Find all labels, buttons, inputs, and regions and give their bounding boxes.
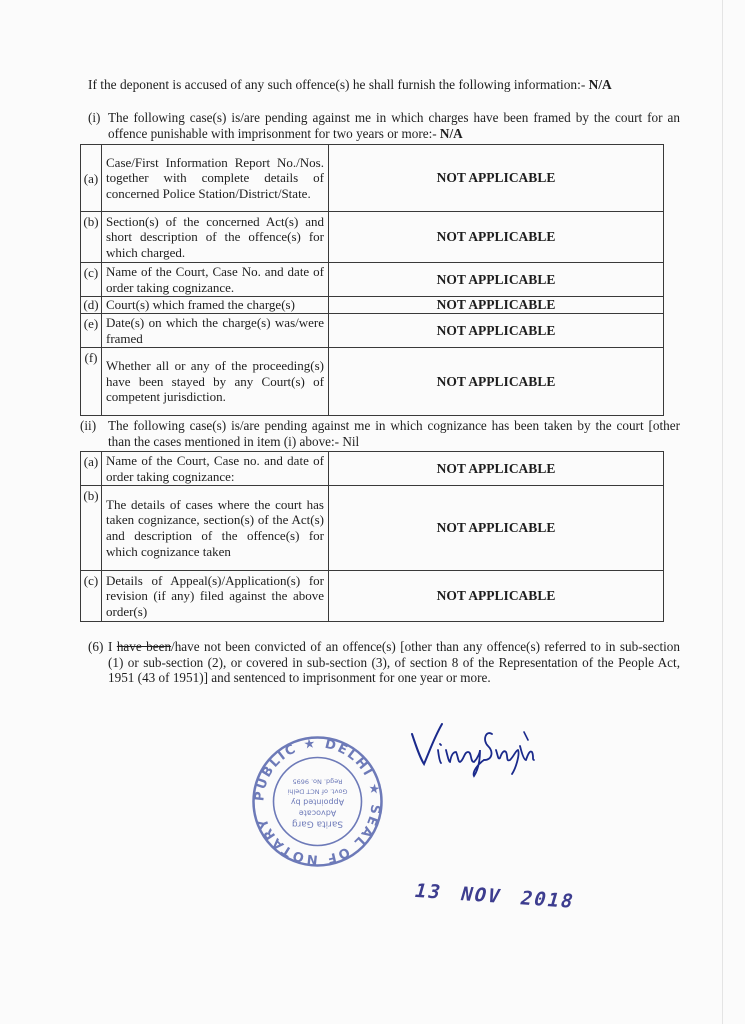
date-year: 2018 — [517, 887, 578, 913]
section-i-text: The following case(s) is/are pending against me in which charges have been framed by the court for an offence punishable with imprisonment for two years or more:- — [108, 110, 680, 141]
cognizance-table — [80, 451, 664, 622]
section-ii-heading — [80, 418, 680, 449]
intro-value: N/A — [588, 77, 612, 92]
section-i-heading — [88, 110, 680, 141]
stamp-inner-line: Advocate — [298, 808, 337, 818]
section-6-text: /have not been convicted of an offence(s) [other than any offence(s) referred to in sub-section (1) or sub-section (2), or covered in sub-section (3), of section 8 of the Representation of the People Act, 1951 (43 of 1951)] and sentenced to imprisonment for one year or more. — [108, 639, 680, 686]
table-row — [81, 212, 664, 263]
table-row — [81, 348, 664, 416]
date-month: NOV — [458, 883, 505, 908]
section-i-value: N/A — [439, 125, 463, 141]
row-description: The details of cases where the court has taken cognizance, section(s) of the Act(s) and description of the offence(s) for which cognizance taken — [102, 486, 329, 571]
page-edge — [722, 0, 723, 1024]
table-row — [81, 486, 664, 571]
row-value: NOT APPLICABLE — [329, 263, 664, 297]
section-6-number: (6) — [88, 639, 104, 654]
row-value: NOT APPLICABLE — [329, 212, 664, 263]
section-6-paragraph — [88, 639, 680, 686]
intro-text: If the deponent is accused of any such offence(s) he shall furnish the following information:- — [88, 77, 586, 92]
stamp-inner-line: Sarita Garg — [291, 818, 344, 829]
stamp-ring-text: PUBLIC ★ DELHI ★ SEAL OF NOTARY — [252, 736, 383, 867]
table-row — [81, 452, 664, 486]
row-value: NOT APPLICABLE — [329, 486, 664, 571]
row-label: (c) — [81, 571, 102, 622]
row-description: Whether all or any of the proceeding(s) have been stayed by any Court(s) of competent jurisdiction. — [102, 348, 329, 416]
date-day: 13 — [411, 880, 445, 904]
stamp-inner-line: Appointed by — [290, 797, 345, 807]
row-label: (a) — [81, 452, 102, 486]
row-description: Name of the Court, Case No. and date of order taking cognizance. — [102, 263, 329, 297]
row-description: Name of the Court, Case no. and date of order taking cognizance: — [102, 452, 329, 486]
row-label: (a) — [81, 145, 102, 212]
row-description: Details of Appeal(s)/Application(s) for revision (if any) filed against the above order(s) — [102, 571, 329, 622]
stamp-inner-line: Regd. No. 9695 — [292, 777, 343, 786]
row-value: NOT APPLICABLE — [329, 452, 664, 486]
section-ii-text: The following case(s) is/are pending against me in which cognizance has been taken by the court [other than the cases mentioned in item (i) above:- Nil — [108, 418, 680, 449]
table-row — [81, 145, 664, 212]
row-description: Section(s) of the concerned Act(s) and short description of the offence(s) for which charged. — [102, 212, 329, 263]
table-row — [81, 297, 664, 314]
stamp-inner-line: Govt. of NCT Delhi — [287, 787, 348, 796]
row-label: (e) — [81, 314, 102, 348]
row-label: (f) — [81, 348, 102, 416]
row-value: NOT APPLICABLE — [329, 348, 664, 416]
row-value: NOT APPLICABLE — [329, 297, 664, 314]
row-description: Date(s) on which the charge(s) was/were framed — [102, 314, 329, 348]
notary-stamp — [250, 734, 385, 869]
table-row — [81, 263, 664, 297]
table-row — [81, 571, 664, 622]
row-description: Court(s) which framed the charge(s) — [102, 297, 329, 314]
section-6-prefix: I — [108, 639, 117, 654]
row-label: (b) — [81, 486, 102, 571]
struck-text: have been — [116, 639, 172, 654]
intro-line — [88, 77, 612, 93]
row-label: (d) — [81, 297, 102, 314]
signature — [408, 720, 538, 780]
row-value: NOT APPLICABLE — [329, 314, 664, 348]
table-row — [81, 314, 664, 348]
charges-table — [80, 144, 664, 416]
row-value: NOT APPLICABLE — [329, 145, 664, 212]
row-value: NOT APPLICABLE — [329, 571, 664, 622]
row-label: (c) — [81, 263, 102, 297]
section-ii-number: (ii) — [80, 418, 97, 433]
date-stamp — [412, 880, 584, 913]
section-i-number: (i) — [88, 110, 101, 125]
row-label: (b) — [81, 212, 102, 263]
row-description: Case/First Information Report No./Nos. together with complete details of concerned Police Station/District/State. — [102, 145, 329, 212]
